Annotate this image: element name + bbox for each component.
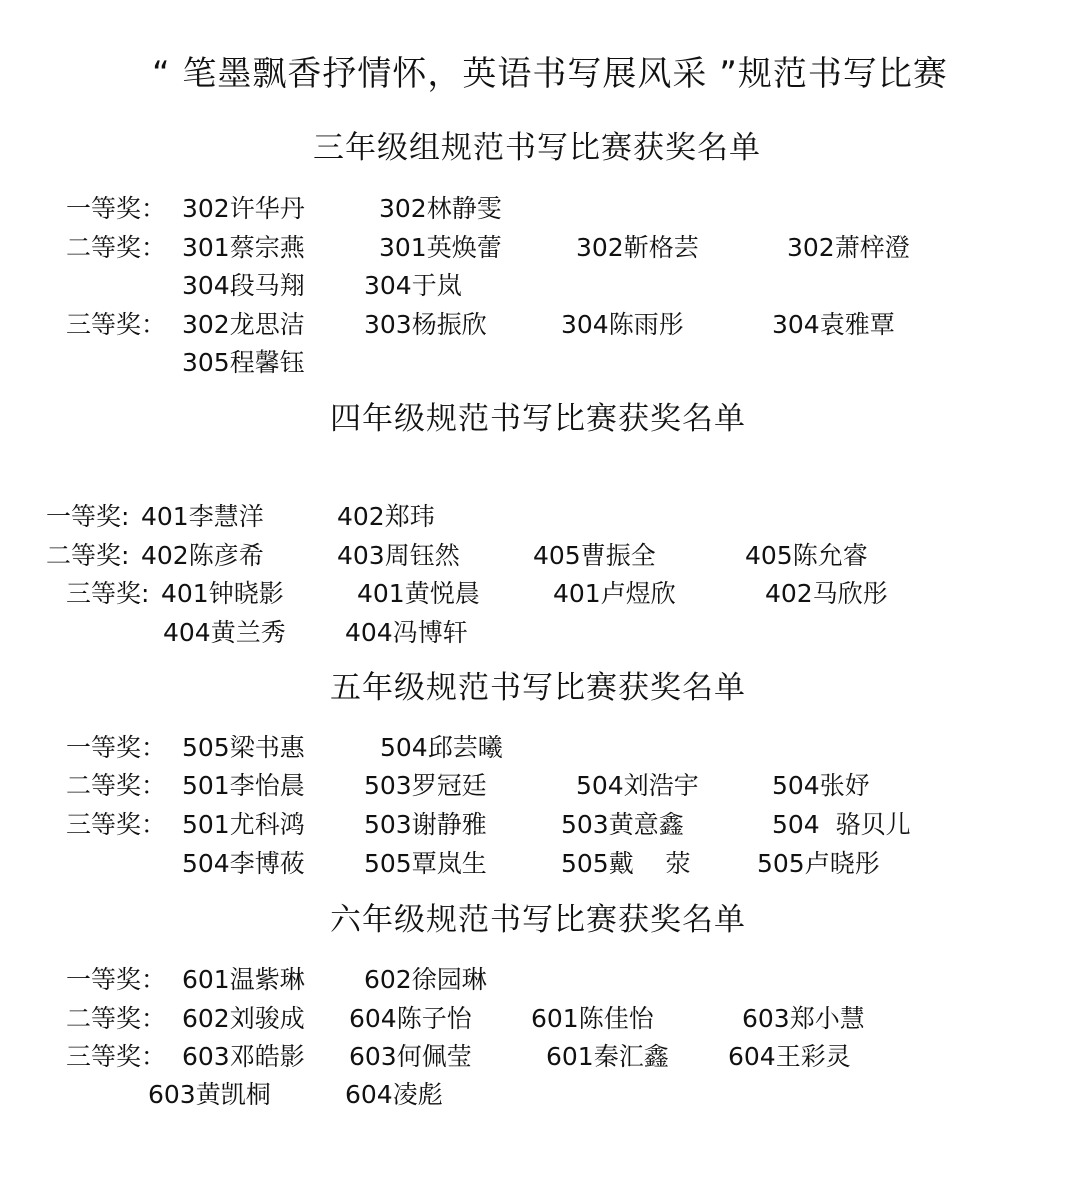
winner-name: 505卢晓彤 [757, 849, 880, 878]
winner-name: 602刘骏成 [182, 1004, 305, 1033]
winner-name: 501尤科鸿 [182, 810, 305, 839]
winner-name: 403周钰然 [337, 541, 460, 570]
winner-name: 504张妤 [772, 771, 870, 800]
winner-name: 504李博莜 [182, 849, 305, 878]
winner-name: 302萧梓澄 [787, 233, 910, 262]
winner-name: 404冯博轩 [345, 618, 468, 647]
winner-name: 501李怡晨 [182, 771, 305, 800]
winner-name: 303杨振欣 [364, 310, 487, 339]
winner-name: 603郑小慧 [742, 1004, 865, 1033]
award-label-second: 二等奖： [66, 1004, 167, 1033]
winner-name: 604凌彪 [345, 1080, 443, 1109]
winner-name: 504邱芸曦 [380, 733, 503, 762]
award-label-third: 三等奖： [66, 1042, 167, 1071]
winner-name: 604王彩灵 [728, 1042, 851, 1071]
winner-name: 405曹振全 [533, 541, 656, 570]
award-label-second: 二等奖： [66, 233, 167, 262]
award-label-first: 一等奖: [46, 502, 130, 531]
winner-name: 602徐园琳 [364, 965, 487, 994]
section-title-grade3: 三年级组规范书写比赛获奖名单 [313, 130, 761, 166]
winner-name: 302许华丹 [182, 194, 305, 223]
winner-name: 405陈允睿 [745, 541, 868, 570]
award-label-third: 三等奖： [66, 810, 167, 839]
winner-name: 604陈子怡 [349, 1004, 472, 1033]
winner-name: 402郑玮 [337, 502, 435, 531]
winner-name: 503谢静雅 [364, 810, 487, 839]
award-label-first: 一等奖： [66, 965, 167, 994]
award-label-second: 二等奖: [46, 541, 130, 570]
winner-name: 302林静雯 [379, 194, 502, 223]
winner-name: 603黄凯桐 [148, 1080, 271, 1109]
winner-name: 402马欣彤 [765, 579, 888, 608]
winner-name: 603邓皓影 [182, 1042, 305, 1071]
award-label-third: 三等奖: [66, 579, 150, 608]
winner-name: 302龙思洁 [182, 310, 305, 339]
winner-name: 601温紫琳 [182, 965, 305, 994]
winner-name: 305程馨钰 [182, 348, 305, 377]
winner-name: 301蔡宗燕 [182, 233, 305, 262]
winner-name: 402陈彦希 [141, 541, 264, 570]
winner-name: 503罗冠廷 [364, 771, 487, 800]
winner-name: 404黄兰秀 [163, 618, 286, 647]
winner-name: 401卢煜欣 [553, 579, 676, 608]
winner-name: 504刘浩宇 [576, 771, 699, 800]
winner-name: 401黄悦晨 [357, 579, 480, 608]
section-title-grade4: 四年级规范书写比赛获奖名单 [330, 401, 746, 437]
section-title-grade5: 五年级规范书写比赛获奖名单 [330, 670, 746, 706]
award-label-first: 一等奖： [66, 194, 167, 223]
winner-name: 304陈雨彤 [561, 310, 684, 339]
winner-name: 505戴 荥 [561, 849, 691, 878]
winner-name: 401钟晓影 [161, 579, 284, 608]
winner-name: 503黄意鑫 [561, 810, 684, 839]
award-label-second: 二等奖： [66, 771, 167, 800]
page-title: “ 笔墨飘香抒情怀，英语书写展风采 ”规范书写比赛 [152, 54, 948, 94]
winner-name: 304于岚 [364, 271, 462, 300]
winner-name: 401李慧洋 [141, 502, 264, 531]
winner-name: 505覃岚生 [364, 849, 487, 878]
winner-name: 302靳格芸 [576, 233, 699, 262]
winner-name: 304袁雅覃 [772, 310, 895, 339]
award-label-first: 一等奖： [66, 733, 167, 762]
winner-name: 601秦汇鑫 [546, 1042, 669, 1071]
winner-name: 603何佩莹 [349, 1042, 472, 1071]
section-title-grade6: 六年级规范书写比赛获奖名单 [330, 902, 746, 938]
winner-name: 304段马翔 [182, 271, 305, 300]
winner-name: 601陈佳怡 [531, 1004, 654, 1033]
award-label-third: 三等奖： [66, 310, 167, 339]
winner-name: 301英焕蕾 [379, 233, 502, 262]
winner-name: 504 骆贝儿 [772, 810, 911, 839]
winner-name: 505梁书惠 [182, 733, 305, 762]
